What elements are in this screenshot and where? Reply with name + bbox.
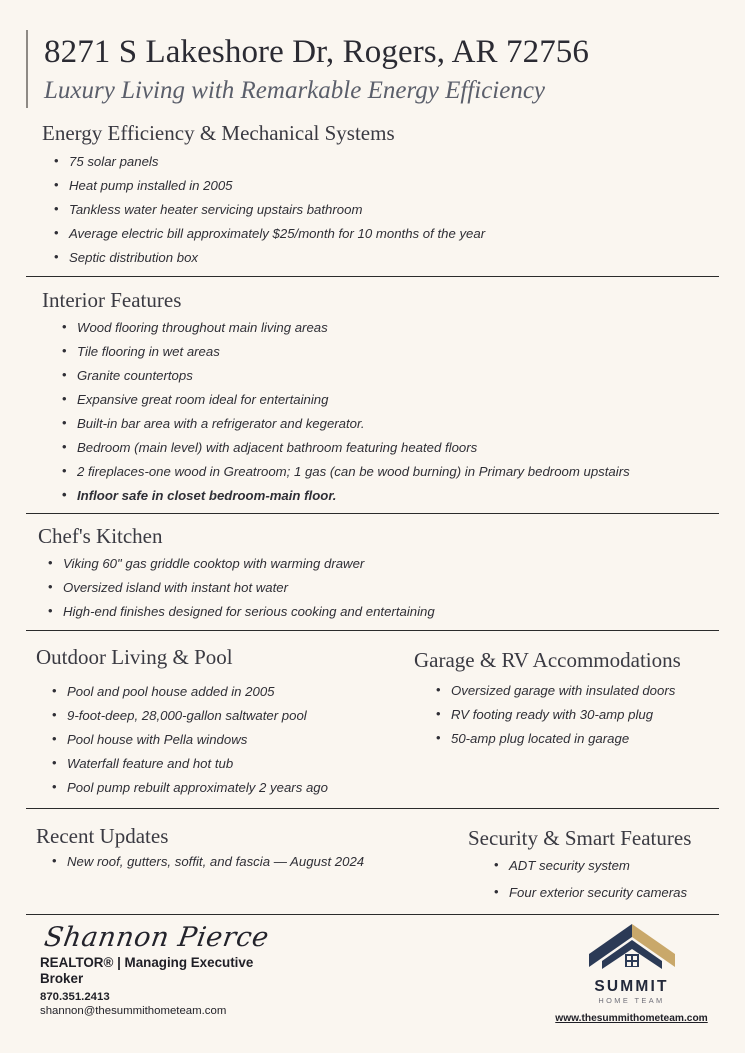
list-item: • Pool house with Pella windows (44, 728, 398, 752)
list-item: • Four exterior security cameras (486, 879, 719, 906)
flyer-header (26, 0, 719, 108)
section-chefs-kitchen (26, 514, 719, 630)
list-item: • Waterfall feature and hot tub (44, 752, 398, 776)
list-item: • Tankless water heater servicing upstairs bathroom (46, 198, 719, 222)
summit-logo (544, 923, 719, 979)
list-item: • 9-foot-deep, 28,000-gallon saltwater pool (44, 704, 398, 728)
brand-block (544, 921, 719, 1025)
section-heading-security: Security & Smart Features (468, 826, 692, 850)
section-heading-updates: Recent Updates (36, 824, 169, 848)
brand-tagline: HOME TEAM (598, 996, 665, 1005)
list-item: • Septic distribution box (46, 246, 719, 270)
list-item: • High-end finishes designed for serious cooking and entertaining (40, 600, 719, 624)
page-subtitle: Luxury Living with Remarkable Energy Efficiency (44, 77, 546, 104)
list-item: • 75 solar panels (46, 150, 719, 174)
section-heading-interior: Interior Features (42, 288, 182, 312)
list-item: • ADT security system (486, 852, 719, 879)
header-text-block (44, 30, 589, 108)
section-outdoor-garage (26, 631, 719, 808)
brand-website-link[interactable]: www.thesummithometeam.com (555, 1013, 708, 1024)
section-heading-outdoor: Outdoor Living & Pool (36, 645, 233, 669)
list-outdoor (44, 680, 398, 800)
section-heading-kitchen: Chef's Kitchen (38, 524, 163, 548)
list-item: • Heat pump installed in 2005 (46, 174, 719, 198)
list-item: • Oversized garage with insulated doors (428, 679, 719, 703)
list-energy (46, 150, 719, 270)
list-item: • Pool and pool house added in 2005 (44, 680, 398, 704)
section-heading-garage: Garage & RV Accommodations (414, 648, 681, 672)
list-updates (44, 850, 456, 873)
list-item: • Wood flooring throughout main living areas (54, 316, 719, 340)
agent-role: REALTOR® | Managing Executive Broker (40, 955, 254, 986)
list-item: • 50-amp plug located in garage (428, 727, 719, 751)
list-garage (428, 679, 719, 751)
section-interior-features (26, 277, 719, 513)
list-item: • Viking 60" gas griddle cooktop with warming drawer (40, 552, 719, 576)
agent-phone[interactable]: 870.351.2413 (40, 991, 110, 1003)
header-accent-rule (26, 30, 28, 108)
list-item: • Built-in bar area with a refrigerator and kegerator. (54, 412, 719, 436)
section-security-smart (456, 823, 719, 906)
list-security (486, 852, 719, 906)
list-item: • Tile flooring in wet areas (54, 340, 719, 364)
list-item: • Pool pump rebuilt approximately 2 years ago (44, 776, 398, 800)
brand-name: SUMMIT (594, 978, 669, 995)
list-item: • Expansive great room ideal for entertaining (54, 388, 719, 412)
section-heading-energy: Energy Efficiency & Mechanical Systems (42, 121, 395, 145)
section-outdoor-living (26, 644, 398, 800)
list-item: • Average electric bill approximately $25/month for 10 months of the year (46, 222, 719, 246)
page-title: 8271 S Lakeshore Dr, Rogers, AR 72756 (44, 34, 589, 70)
list-kitchen (40, 552, 719, 624)
section-recent-updates (26, 823, 456, 906)
list-item: • Granite countertops (54, 364, 719, 388)
list-item: • RV footing ready with 30-amp plug (428, 703, 719, 727)
list-interior (54, 316, 719, 508)
section-garage-rv (398, 644, 719, 800)
list-item: • Infloor safe in closet bedroom-main floor. (54, 484, 719, 508)
roof-chevron-icon (582, 923, 682, 969)
list-item: • Oversized island with instant hot water (40, 576, 719, 600)
agent-contact-block (26, 921, 544, 1019)
list-item: • New roof, gutters, soffit, and fascia — August 2024 (44, 850, 456, 873)
list-item: • Bedroom (main level) with adjacent bathroom featuring heated floors (54, 436, 719, 460)
section-updates-security (26, 809, 719, 914)
list-item: • 2 fireplaces-one wood in Greatroom; 1 gas (can be wood burning) in Primary bedroom upstairs (54, 460, 719, 484)
flyer-footer (26, 915, 719, 1025)
section-energy-efficiency (26, 108, 719, 276)
agent-email[interactable]: shannon@thesummithometeam.com (40, 1005, 227, 1017)
agent-signature: Shannon Pierce (42, 922, 272, 953)
